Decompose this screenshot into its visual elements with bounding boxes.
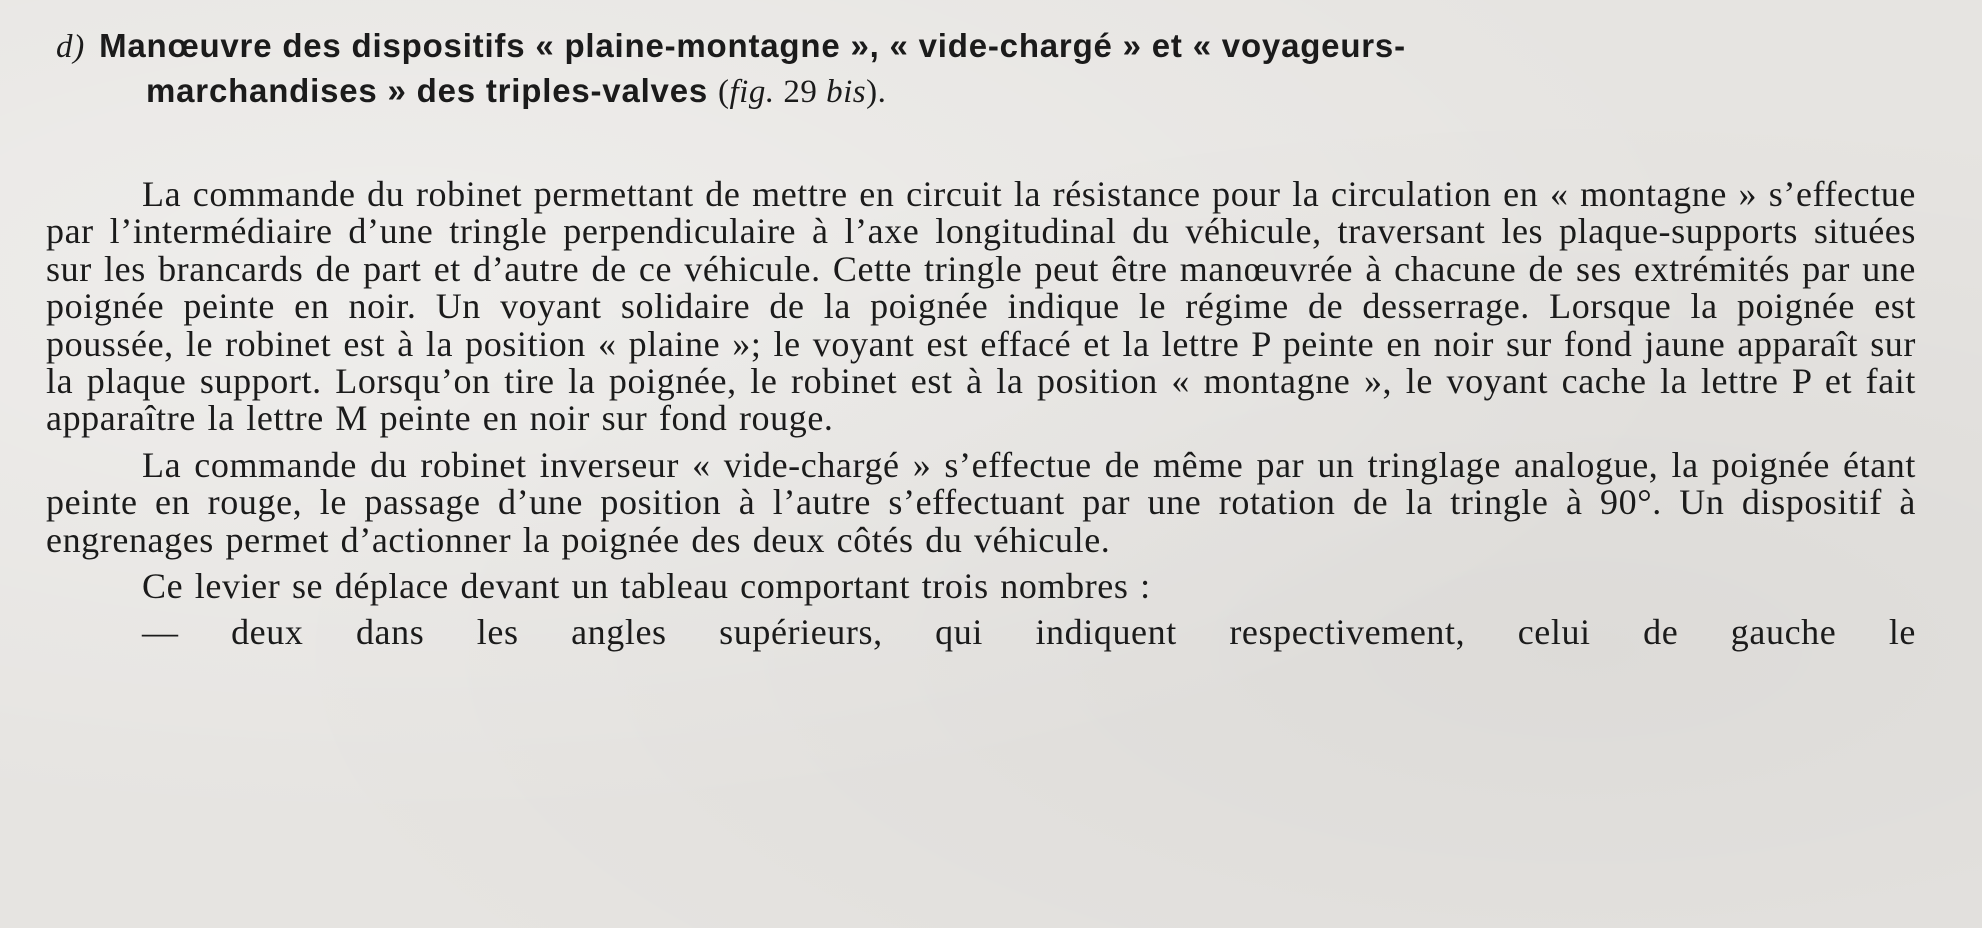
paragraph-vide-charge: La commande du robinet inverseur « vide-chargé » s’effectue de même par un tringlage analogue, la poignée étant peinte en rouge, le passage d’une position à l’autre s’effectuant par une rotation de la tringle à 90°. Un dispositif à engrenages permet d’actionner la poignée des deux côtés du véhicule. bbox=[46, 444, 1916, 560]
figure-reference bbox=[718, 74, 886, 110]
figure-ref-number: 29 bbox=[774, 74, 827, 110]
figure-ref-open: ( bbox=[718, 74, 730, 110]
section-title-line-2: marchandises » des triples-valves bbox=[146, 72, 709, 109]
section-title-line-2-wrap bbox=[56, 69, 1926, 114]
paragraph-plaine-montagne: La commande du robinet permettant de mettre en circuit la résistance pour la circulation en « montagne » s’effectue par l’intermédiaire d’une tringle perpendiculaire à l’axe longitudinal du véhicule, traversant les plaque-supports situées sur les brancards de part et d’autre de ce véhicule. Cette tringle peut être manœuvrée à chacune de ses extrémités par une poignée peinte en noir. Un voyant solidaire de la poignée indique le régime de desserrage. Lorsque la poignée est poussée, le robinet est à la position « plaine »; le voyant est effacé et la lettre P peinte en noir sur fond jaune apparaît sur la plaque support. Lorsqu’on tire la poignée, le robinet est à la position « montagne », le voyant cache la lettre P et fait apparaître la lettre M peinte en noir sur fond rouge. bbox=[46, 174, 1916, 439]
paragraph-angles-superieurs: — deux dans les angles supérieurs, qui indiquent respectivement, celui de gauche le bbox=[142, 612, 1916, 653]
section-heading bbox=[56, 24, 1926, 114]
section-label: d) bbox=[56, 29, 86, 65]
paragraph-levier-tableau: Ce levier se déplace devant un tableau comportant trois nombres : bbox=[142, 566, 1151, 607]
figure-ref-fig: fig. bbox=[729, 74, 775, 110]
figure-ref-close: ). bbox=[866, 74, 887, 110]
body-text bbox=[46, 176, 1916, 661]
figure-ref-bis: bis bbox=[826, 74, 867, 110]
section-title-line-1: Manœuvre des dispositifs « plaine-montagne », « vide-chargé » et « voyageurs- bbox=[99, 27, 1406, 64]
